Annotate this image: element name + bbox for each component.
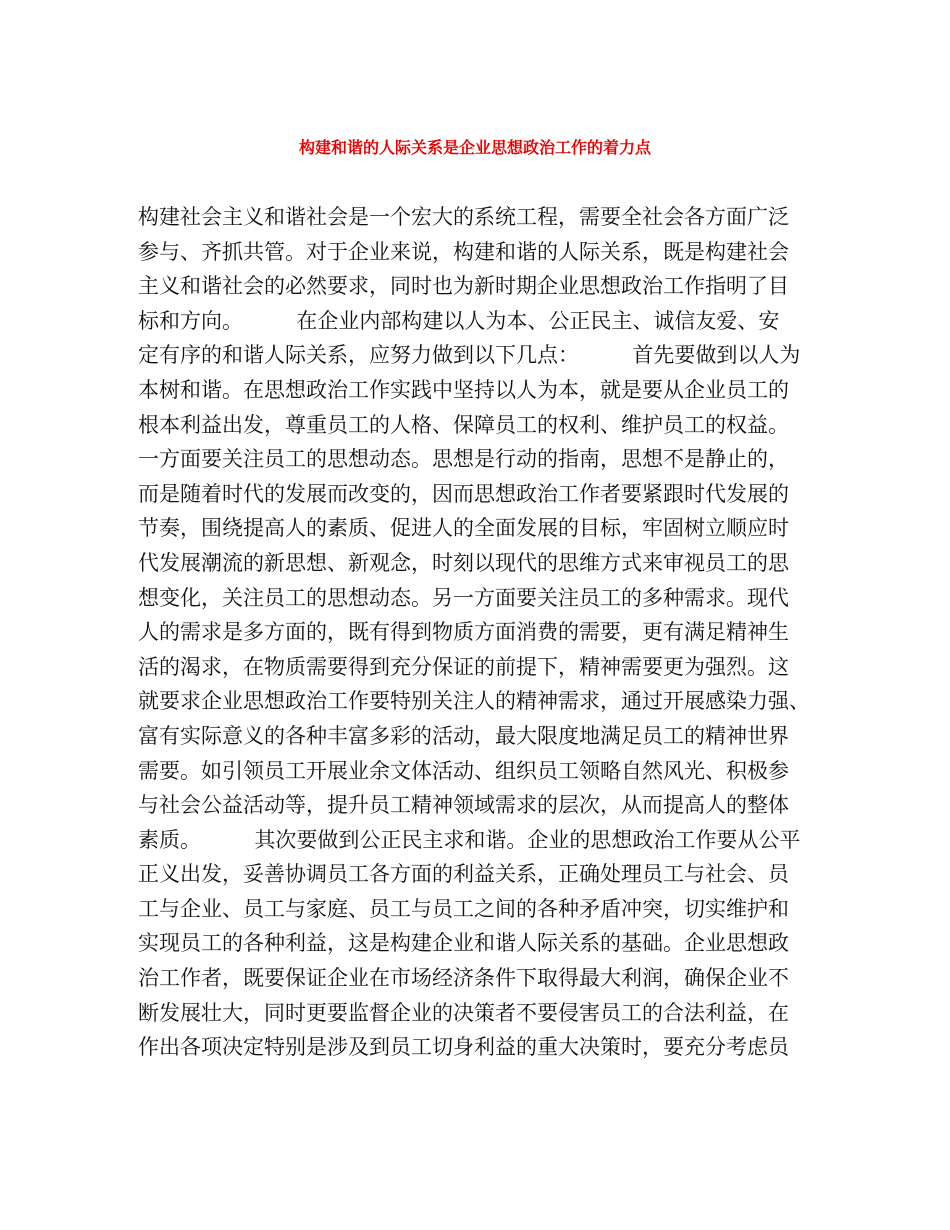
- text-line: 富有实际意义的各种丰富多彩的活动，最大限度地满足员工的精神世界: [138, 723, 789, 748]
- text-line: 定有序的和谐人际关系，应努力做到以下几点： 首先要做到以人为: [138, 343, 801, 368]
- text-line: 参与、齐抓共管。对于企业来说，构建和谐的人际关系，既是构建社会: [138, 239, 789, 264]
- document-body: [138, 200, 838, 1065]
- text-line: 本树和谐。在思想政治工作实践中坚持以人为本，就是要从企业员工的: [138, 377, 789, 402]
- text-line: 断发展壮大，同时更要监督企业的决策者不要侵害员工的合法利益，在: [138, 1000, 789, 1025]
- text-line: 需要。如引领员工开展业余文体活动、组织员工领略自然风光、积极参: [138, 758, 789, 783]
- text-line: 正义出发，妥善协调员工各方面的利益关系，正确处理员工与社会、员: [138, 862, 789, 887]
- document-title: 构建和谐的人际关系是企业思想政治工作的着力点: [298, 138, 651, 157]
- text-line: 工与企业、员工与家庭、员工与员工之间的各种矛盾冲突，切实维护和: [138, 896, 789, 921]
- text-line: 人的需求是多方面的，既有得到物质方面消费的需要，更有满足精神生: [138, 620, 789, 645]
- text-line: 而是随着时代的发展而改变的，因而思想政治工作者要紧跟时代发展的: [138, 481, 789, 506]
- text-line: 与社会公益活动等，提升员工精神领域需求的层次，从而提高人的整体: [138, 793, 789, 818]
- text-line: 想变化，关注员工的思想动态。另一方面要关注员工的多种需求。现代: [138, 585, 789, 610]
- text-line: 构建社会主义和谐社会是一个宏大的系统工程，需要全社会各方面广泛: [138, 205, 789, 229]
- text-line: 就要求企业思想政治工作要特别关注人的精神需求，通过开展感染力强、: [138, 689, 810, 714]
- text-line: 代发展潮流的新思想、新观念，时刻以现代的思维方式来审视员工的思: [138, 550, 789, 575]
- text-line: 节奏，围绕提高人的素质、促进人的全面发展的目标，牢固树立顺应时: [138, 516, 789, 541]
- text-line: 素质。 其次要做到公正民主求和谐。企业的思想政治工作要从公平: [138, 827, 801, 852]
- text-line: 主义和谐社会的必然要求，同时也为新时期企业思想政治工作指明了目: [138, 274, 789, 299]
- text-line: 治工作者，既要保证企业在市场经济条件下取得最大利润，确保企业不: [138, 966, 789, 991]
- text-line: 实现员工的各种利益，这是构建企业和谐人际关系的基础。企业思想政: [138, 931, 789, 956]
- text-line: 标和方向。 在企业内部构建以人为本、公正民主、诚信友爱、安: [138, 308, 780, 333]
- text-line: 根本利益出发，尊重员工的人格、保障员工的权利、维护员工的权益。: [138, 412, 789, 437]
- text-line: 一方面要关注员工的思想动态。思想是行动的指南，思想不是静止的，: [138, 447, 789, 472]
- text-line: 作出各项决定特别是涉及到员工切身利益的重大决策时，要充分考虑员: [138, 1035, 789, 1060]
- text-line: 活的渴求，在物质需要得到充分保证的前提下，精神需要更为强烈。这: [138, 654, 789, 679]
